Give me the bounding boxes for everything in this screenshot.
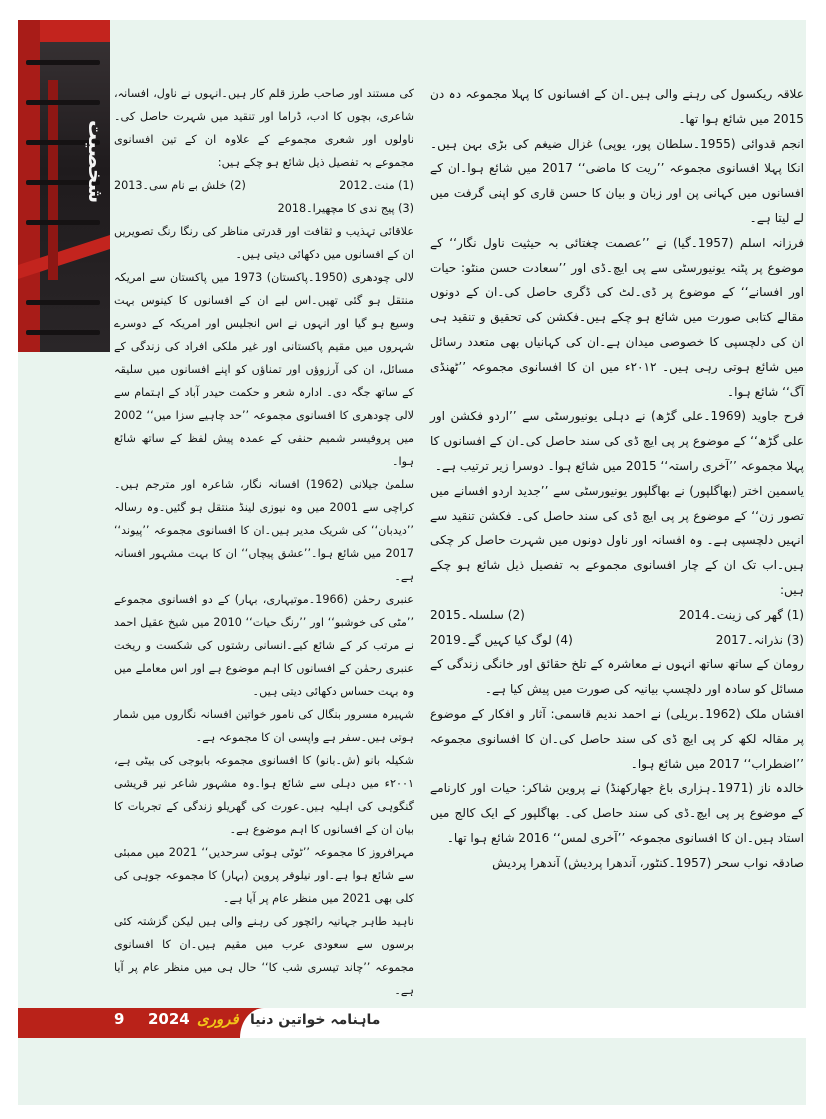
book-list-row (114, 174, 414, 197)
paragraph: فرزانہ اسلم (1957۔گیا) نے ’’عصمت چغتائی بہ حیثیت ناول نگار‘‘ کے موضوع پر پٹنہ یونیورسٹی سے پی ایچ۔ڈی اور ’’سعادت حسن منٹو: حیات اور افسانے‘‘ کے موضوع پر ڈی۔لٹ کی ڈگری حاصل کی۔ان کے دونوں مقالے کتابی صورت میں شائع ہو چکے ہیں۔فکشن کی تحقیق و تنقید ہی ان کی دلچسپی کا خصوصی میدان ہے۔ان کی کہانیاں بھی متعدد رسائل میں شائع ہوتی رہی ہیں۔ ۲۰۱۲ء میں ان کا افسانوی مجموعہ ’’ٹھنڈی آگ‘‘ شائع ہوا۔ (430, 235, 804, 399)
paragraph: علاقائی تہذیب و ثقافت اور قدرتی مناظر کی رنگا رنگ تصویریں ان کے افسانوں میں دکھائی دیتی ہیں۔ (114, 225, 414, 261)
right-column (430, 82, 804, 876)
paragraph: رومان کے ساتھ ساتھ انہوں نے معاشرہ کے تلخ حقائق اور خانگی زندگی کے مسائل کو سادہ اور دلچسپ بیانیہ کی صورت میں پیش کیا ہے۔ (430, 657, 804, 697)
paragraph: انجم قدوائی (1955۔سلطان پور، یوپی) غزال ضیغم کی بڑی بہن ہیں۔ انکا پہلا افسانوی مجموعہ ’’ریت کا ماضی‘‘ 2017 میں شائع ہوا۔ان کے افسانوں میں کہانی پن اور زبان و بیان کا حسن قاری کو اپنی گرفت میں لے لیتا ہے۔ (430, 136, 804, 225)
list-item: (1) منت۔2012 (339, 179, 414, 192)
paragraph: ناہید طاہر جہانیہ رائچور کی رہنے والی ہیں لیکن گزشتہ کئی برسوں سے سعودی عرب میں مقیم ہیں۔ان کا افسانوی مجموعہ ’’چاند تیسری شب کا‘‘ حال ہی میں منظر عام پر آیا ہے۔ (114, 915, 414, 997)
section-label: شخصیت (84, 120, 108, 204)
paragraph: خالدہ ناز (1971۔ہزاری باغ جھارکھنڈ) نے پروین شاکر: حیات اور کارنامے کے موضوع پر پی ایچ۔ڈی کی سند حاصل کی۔ بھاگلپور کے ایک کالج میں استاد ہیں۔ان کا افسانوی مجموعہ ’’آخری لمس‘‘ 2016 شائع ہوا تھا۔ (430, 781, 805, 845)
paragraph: افشاں ملک (1962۔بریلی) نے احمد ندیم قاسمی: آثار و افکار کے موضوع پر مقالہ لکھ کر پی ایچ ڈی کی سند حاصل کی۔ان کا افسانوی مجموعہ ’’اضطراب‘‘ 2017 میں شائع ہوا۔ (430, 706, 804, 771)
paragraph: عنبری رحمٰن (1966۔موتیہاری، بہار) کے دو افسانوی مجموعے ’’مٹی کی خوشبو‘‘ اور ’’رنگ حیات‘‘ 2010 میں شیخ عقیل احمد نے مرتب کر کے شائع کیے۔انسانی رشتوں کی شکست و ریخت عنبری رحمٰن کے افسانوں کا اہم موضوع ہے اور اس معاملے میں وہ بہت حساس دکھائی دیتی ہیں۔ (114, 593, 414, 698)
list-item: (4) لوگ کیا کہیں گے۔2019 (430, 632, 573, 647)
paragraph: مہرافروز کا مجموعہ ’’ٹوٹی ہوئی سرحدیں‘‘ 2021 میں ممبئی سے شائع ہوا ہے۔اور نیلوفر پروین (بہار) کا مجموعہ جوہی کی کلی بھی 2021 میں منظر عام پر آیا ہے۔ (114, 846, 414, 905)
book-list-row (430, 603, 804, 628)
paragraph: علاقہ ریکسول کی رہنے والی ہیں۔ان کے افسانوں کا پہلا مجموعہ دہ دن 2015 میں شائع ہوا تھا۔ (430, 87, 804, 126)
issue-year: 2024 (148, 1010, 190, 1028)
paragraph: سلمیٰ جیلانی (1962) افسانہ نگار، شاعرہ اور مترجم ہیں۔کراچی سے 2001 میں وہ نیوزی لینڈ منتقل ہو گئیں۔وہ رسالہ ’’دیدبان‘‘ کی شریک مدیر ہیں۔ان کا افسانوی مجموعہ ’’پیوند‘‘ 2017 میں شائع ہوا۔’’عشق پیچاں‘‘ ان کا بہت مشہور افسانہ ہے۔ (114, 478, 414, 583)
list-item: (1) گھر کی زینت۔2014 (678, 607, 804, 622)
book-list-row (430, 628, 804, 653)
paragraph: صادقہ نواب سحر (1957۔کنٹور، آندھرا پردیش) آندھرا پردیش (492, 855, 804, 870)
paragraph: فرح جاوید (1969۔علی گڑھ) نے دہلی یونیورسٹی سے ’’اردو فکشن اور علی گڑھ‘‘ کے موضوع پر پی ایچ ڈی کی سند حاصل کی۔ان کے افسانوں کا پہلا مجموعہ ’’آخری راستہ‘‘ 2015 میں شائع ہوا۔ دوسرا زیر ترتیب ہے۔ (430, 409, 804, 473)
paragraph: شہیرہ مسرور بنگال کی نامور خواتین افسانہ نگاروں میں شمار ہوتی ہیں۔سفر ہے واپسی ان کا مجموعہ ہے۔ (114, 708, 414, 744)
magazine-title: ماہنامہ خواتین دنیا (250, 1012, 381, 1028)
left-column (114, 82, 414, 1002)
paragraph: شکیلہ بانو (ش۔بانو) کا افسانوی مجموعہ بابوجی کی بیٹی ہے، ۲۰۰۱ء میں دہلی سے شائع ہوا۔وہ مشہور شاعر نیر قریشی گنگوہی کی اہلیہ ہیں۔عورت کی گھریلو زندگی کے تجربات کا بیان ان کے افسانوں کا اہم موضوع ہے۔ (114, 754, 414, 836)
book-list-row (114, 197, 414, 220)
page-number: 9 (114, 1010, 125, 1028)
list-item: (3) نذرانہ۔2017 (715, 632, 804, 647)
list-item: (2) خلش بے نام سی۔2013 (114, 179, 246, 192)
paragraph: لالی چودھری (1950۔پاکستان) 1973 میں پاکستان سے امریکہ منتقل ہو گئی تھیں۔اس لیے ان کے افسانوں کا کینوس بہت وسیع ہو گیا اور انہوں نے اس انجلیس اور امریکہ کے دوسرے شہروں میں مقیم پاکستانی اور غیر ملکی افراد کی زندگی کے مسائل، ان کی آرزوؤں اور تمناؤں کو اپنے افسانوں میں سلیقہ کے ساتھ جگہ دی۔ ادارہ شعر و حکمت حیدر آباد کے اہتمام سے لالی چودھری کا افسانوی مجموعہ ’’حد چاہیے سزا میں‘‘ 2002 میں پروفیسر شمیم حنفی کے عمدہ پیش لفظ کے ساتھ شائع ہوا۔ (114, 271, 414, 468)
list-item: (3) پیج ندی کا مچھیرا۔2018 (277, 202, 414, 215)
paragraph: یاسمین اختر (بھاگلپور) نے بھاگلپور یونیورسٹی سے ’’جدید اردو افسانے میں تصور زن‘‘ کے موضوع پر پی ایچ ڈی کی سند حاصل کی۔ فکشن تنقید سے انہیں دلچسپی ہے۔ وہ افسانہ اور ناول دونوں میں شہرت حاصل کر چکی ہیں۔اب تک ان کے چار افسانوی مجموعے بہ تفصیل ذیل شائع ہو چکے ہیں: (430, 483, 804, 597)
list-item: (2) سلسلہ۔2015 (430, 607, 525, 622)
issue-month: فروری (197, 1010, 239, 1028)
paragraph: کی مستند اور صاحب طرز قلم کار ہیں۔انہوں نے ناول، افسانہ، شاعری، بچوں کا ادب، ڈراما اور تنقید میں شہرت حاصل کی۔ ناولوں اور شعری مجموعے کے علاوہ ان کے تین افسانوی مجموعے بہ تفصیل ذیل شائع ہو چکے ہیں: (114, 87, 414, 169)
